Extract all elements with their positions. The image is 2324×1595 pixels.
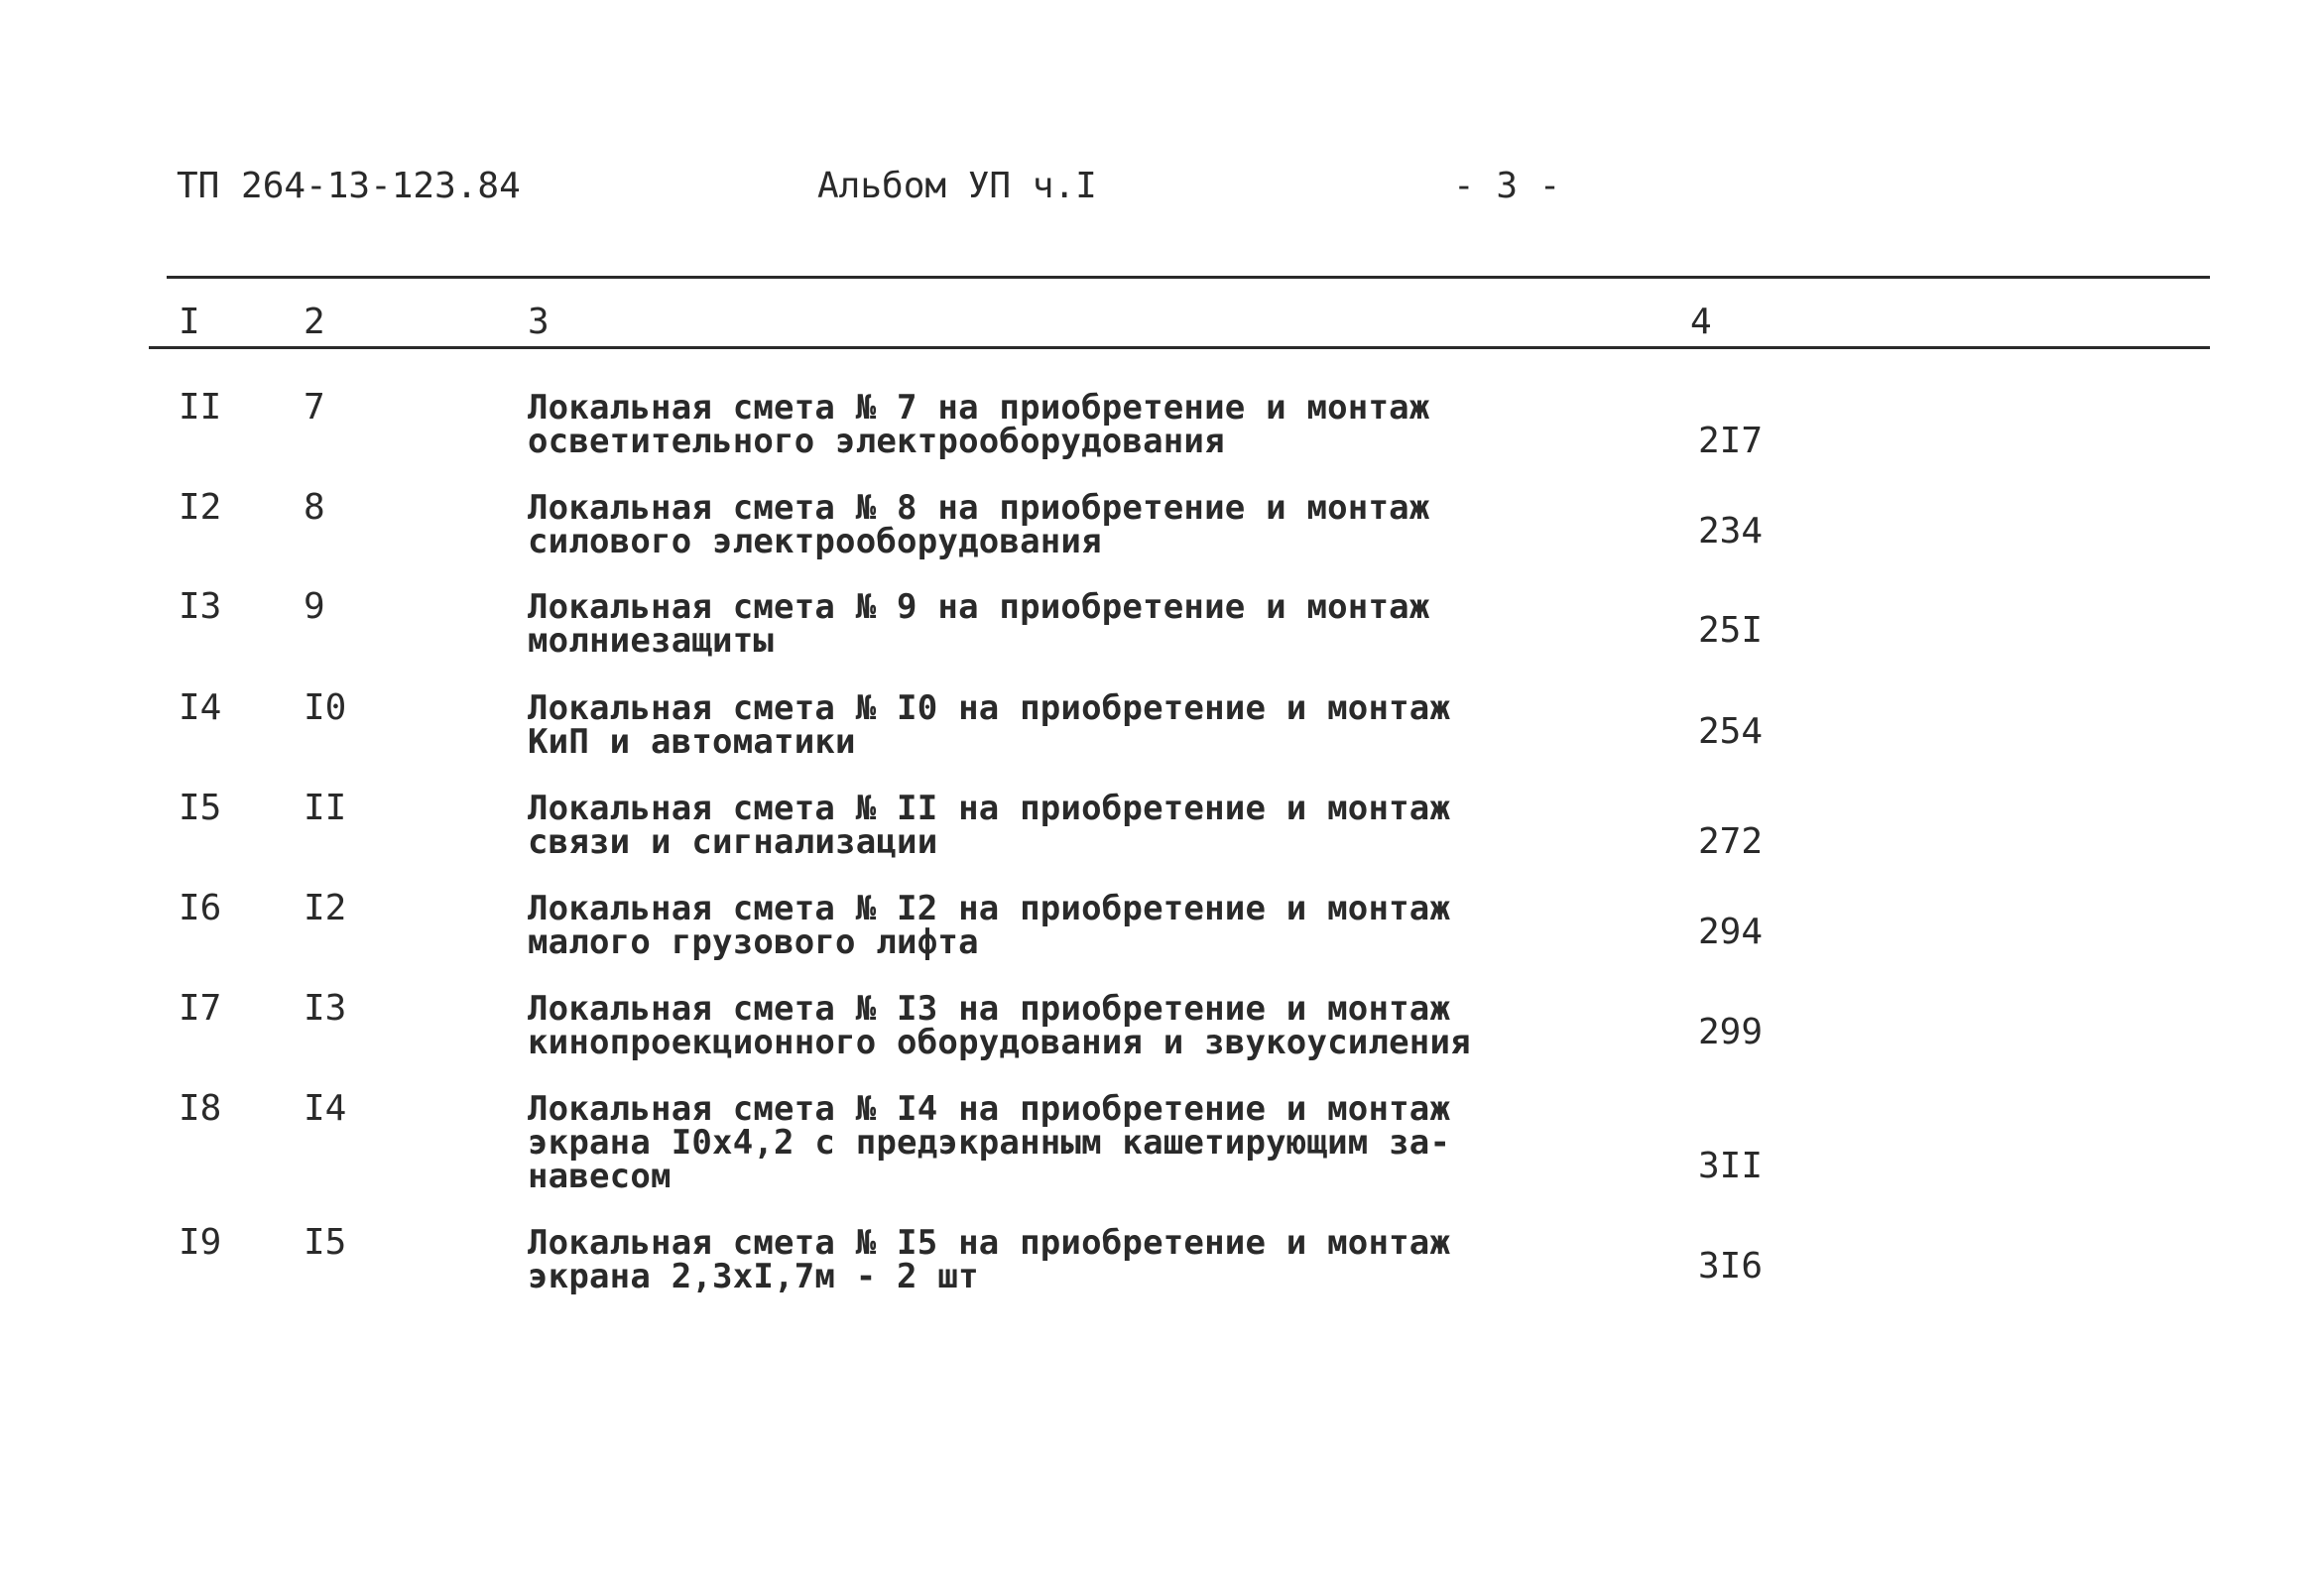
column-header-1: I bbox=[179, 302, 200, 342]
estimate-title-line: кинопроекционного оборудования и звукоусиления bbox=[528, 1023, 1471, 1062]
page-number: - 3 - bbox=[1453, 166, 1561, 206]
page-reference: 3I6 bbox=[1698, 1246, 1764, 1287]
estimate-title bbox=[528, 1223, 1520, 1296]
page-reference: 299 bbox=[1698, 1012, 1764, 1052]
album-title: Альбом УП ч.I bbox=[817, 166, 1097, 206]
column-header-3: 3 bbox=[528, 302, 550, 342]
estimate-title bbox=[528, 1089, 1520, 1196]
column-header-4: 4 bbox=[1690, 302, 1712, 342]
estimate-title-line: Локальная смета № II на приобретение и монтаж bbox=[528, 789, 1451, 828]
estimate-title-line: Локальная смета № I4 на приобретение и монтаж bbox=[528, 1089, 1451, 1129]
column-header-2: 2 bbox=[304, 302, 325, 342]
estimate-number: I0 bbox=[304, 687, 347, 728]
row-number: I7 bbox=[179, 988, 222, 1029]
estimate-title bbox=[528, 789, 1520, 862]
estimate-title-line: Локальная смета № 7 на приобретение и монтаж bbox=[528, 388, 1430, 428]
estimate-title bbox=[528, 989, 1520, 1062]
estimate-title bbox=[528, 688, 1520, 762]
estimate-title-line: осветительного электрооборудования bbox=[528, 422, 1225, 461]
estimate-title-line: Локальная смета № I3 на приобретение и монтаж bbox=[528, 989, 1451, 1029]
estimate-title-line: экрана I0х4,2 с предэкранным кашетирующим за- bbox=[528, 1123, 1451, 1163]
row-number: I4 bbox=[179, 687, 222, 728]
estimate-title-line: молниезащиты bbox=[528, 621, 775, 661]
page-reference: 234 bbox=[1698, 511, 1764, 552]
row-number: I3 bbox=[179, 586, 222, 627]
estimate-title bbox=[528, 388, 1520, 461]
estimate-number: 7 bbox=[304, 387, 325, 428]
page-reference: 2I7 bbox=[1698, 421, 1764, 461]
row-number: I5 bbox=[179, 788, 222, 828]
estimate-title-line: силового электрооборудования bbox=[528, 522, 1102, 561]
estimate-number: I5 bbox=[304, 1222, 347, 1263]
estimate-number: I2 bbox=[304, 888, 347, 928]
estimate-title bbox=[528, 889, 1520, 962]
estimate-number: I4 bbox=[304, 1088, 347, 1129]
estimate-title-line: экрана 2,3хI,7м - 2 шт bbox=[528, 1257, 979, 1296]
estimate-number: I3 bbox=[304, 988, 347, 1029]
estimate-title bbox=[528, 488, 1520, 561]
page-reference: 25I bbox=[1698, 610, 1764, 651]
estimate-title-line: связи и сигнализации bbox=[528, 822, 938, 862]
estimate-number: II bbox=[304, 788, 347, 828]
estimate-number: 9 bbox=[304, 586, 325, 627]
estimate-title-line: Локальная смета № 9 на приобретение и монтаж bbox=[528, 587, 1430, 627]
estimate-title-line: малого грузового лифта bbox=[528, 922, 979, 962]
row-number: I6 bbox=[179, 888, 222, 928]
document-code: ТП 264-13-123.84 bbox=[177, 166, 521, 206]
row-number: I8 bbox=[179, 1088, 222, 1129]
estimate-title-line: Локальная смета № I5 на приобретение и монтаж bbox=[528, 1223, 1451, 1263]
page-reference: 272 bbox=[1698, 821, 1764, 862]
estimate-title bbox=[528, 587, 1520, 661]
row-number: II bbox=[179, 387, 222, 428]
row-number: I2 bbox=[179, 487, 222, 528]
estimate-title-line: Локальная смета № I2 на приобретение и монтаж bbox=[528, 889, 1451, 928]
estimate-title-line: Локальная смета № 8 на приобретение и монтаж bbox=[528, 488, 1430, 528]
estimate-number: 8 bbox=[304, 487, 325, 528]
page-reference: 294 bbox=[1698, 912, 1764, 952]
estimate-title-line: навесом bbox=[528, 1157, 672, 1196]
estimate-title-line: КиП и автоматики bbox=[528, 722, 856, 762]
page-reference: 254 bbox=[1698, 711, 1764, 752]
estimate-title-line: Локальная смета № I0 на приобретение и монтаж bbox=[528, 688, 1451, 728]
row-number: I9 bbox=[179, 1222, 222, 1263]
page-reference: 3II bbox=[1698, 1146, 1764, 1186]
